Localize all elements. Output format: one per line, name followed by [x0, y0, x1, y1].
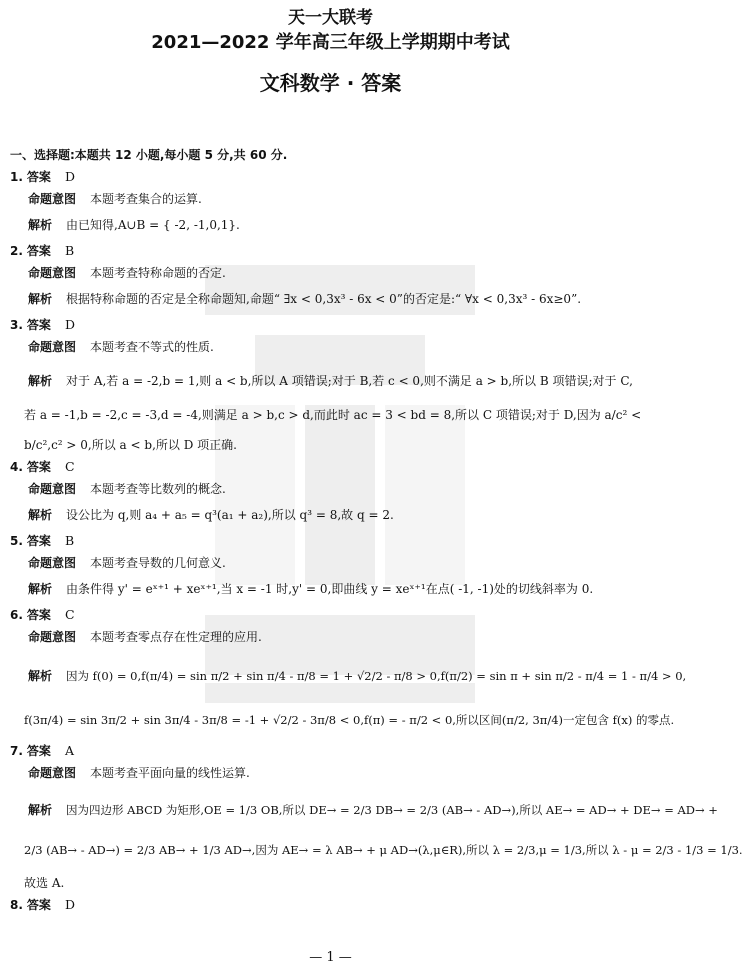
question-7-answer	[10, 742, 653, 764]
intent-text: 本题考查导数的几何意义.	[90, 556, 226, 570]
answer-value: C	[64, 459, 75, 474]
question-4-intent	[10, 480, 653, 506]
intent-text: 本题考查特称命题的否定.	[90, 266, 226, 280]
analysis-label: 解析	[28, 218, 53, 232]
intent-text: 本题考查等比数列的概念.	[90, 482, 226, 496]
analysis-text: 由已知得,A∪B = { -2, -1,0,1}.	[66, 218, 240, 232]
answer-value: A	[64, 743, 74, 758]
question-3-analysis-cont	[10, 428, 653, 458]
answer-content	[10, 146, 743, 918]
answer-value: D	[64, 897, 75, 912]
answer-label: 答案	[26, 898, 51, 912]
question-number: 8.	[10, 898, 23, 912]
answer-label: 答案	[26, 460, 51, 474]
intent-label: 命题意图	[28, 340, 77, 354]
intent-label: 命题意图	[28, 482, 77, 496]
analysis-text: 对于 A,若 a = -2,b = 1,则 a < b,所以 A 项错误;对于 B,若 c < 0,则不满足 a > b,所以 B 项错误;对于 C,	[66, 374, 633, 388]
question-1-analysis	[10, 216, 653, 242]
answer-label: 答案	[26, 744, 51, 758]
subject-title: 文科数学 · 答案	[259, 71, 402, 95]
answer-label: 答案	[26, 318, 51, 332]
analysis-label: 解析	[28, 582, 53, 596]
analysis-text: 2/3 (AB→ - AD→) = 2/3 AB→ + 1/3 AD→,因为 AE→ = λ AB→ + μ AD→(λ,μ∈R),所以 λ = 2/3,μ = 1/3,所以 λ - μ = 2/3 - 1/3 = 1/3.	[24, 843, 743, 857]
intent-label: 命题意图	[28, 192, 77, 206]
analysis-text: f(3π/4) = sin 3π/2 + sin 3π/4 - 3π/8 = -1 + √2/2 - 3π/8 < 0,f(π) = - π/2 < 0,所以区间(π/2, 3π/4)一定包含 f(x) 的零点.	[24, 713, 675, 727]
question-number: 1.	[10, 170, 23, 184]
question-number: 3.	[10, 318, 23, 332]
analysis-text: 故选 A.	[24, 876, 65, 890]
intent-label: 命题意图	[28, 630, 77, 644]
analysis-label: 解析	[28, 669, 53, 683]
analysis-text: 若 a = -1,b = -2,c = -3,d = -4,则满足 a > b,c > d,而此时 ac = 3 < bd = 8,所以 C 项错误;对于 D,因为 a/c² <	[24, 408, 642, 422]
question-6-analysis-cont	[10, 698, 675, 742]
page-number: — 1 —	[309, 950, 352, 965]
question-8-answer	[10, 896, 653, 918]
question-6-analysis	[10, 654, 687, 698]
analysis-text: 设公比为 q,则 a₄ + a₅ = q³(a₁ + a₂),所以 q³ = 8,故 q = 2.	[66, 508, 394, 522]
question-number: 2.	[10, 244, 23, 258]
analysis-label: 解析	[28, 508, 53, 522]
exam-organizer: 天一大联考	[288, 8, 373, 28]
answer-label: 答案	[26, 170, 51, 184]
question-3-answer	[10, 316, 653, 338]
answer-value: C	[64, 607, 75, 622]
section-heading: 一、选择题:本题共 12 小题,每小题 5 分,共 60 分.	[10, 148, 288, 162]
question-7-intent	[10, 764, 653, 790]
question-3-analysis	[10, 364, 653, 398]
question-5-intent	[10, 554, 653, 580]
question-7-conclusion	[10, 870, 653, 896]
answer-value: D	[64, 169, 75, 184]
question-5-answer	[10, 532, 653, 554]
answer-value: B	[64, 533, 75, 548]
answer-value: B	[64, 243, 75, 258]
question-3-intent	[10, 338, 653, 364]
answer-label: 答案	[26, 608, 51, 622]
question-4-analysis	[10, 506, 653, 532]
intent-text: 本题考查零点存在性定理的应用.	[90, 630, 262, 644]
intent-label: 命题意图	[28, 766, 77, 780]
question-number: 4.	[10, 460, 23, 474]
exam-title: 2021—2022 学年高三年级上学期期中考试	[151, 32, 510, 53]
question-4-answer	[10, 458, 653, 480]
question-6-intent	[10, 628, 653, 654]
analysis-text: 由条件得 y' = eˣ⁺¹ + xeˣ⁺¹,当 x = -1 时,y' = 0,即曲线 y = xeˣ⁺¹在点( -1, -1)处的切线斜率为 0.	[66, 582, 594, 596]
answer-value: D	[64, 317, 75, 332]
answer-label: 答案	[26, 244, 51, 258]
question-3-analysis-cont	[10, 398, 653, 428]
answer-label: 答案	[26, 534, 51, 548]
analysis-text: 因为 f(0) = 0,f(π/4) = sin π/2 + sin π/4 - π/8 = 1 + √2/2 - π/8 > 0,f(π/2) = sin π + sin π/2 - π/4 = 1 - π/4 > 0,	[66, 669, 687, 683]
analysis-text: b/c²,c² > 0,所以 a < b,所以 D 项正确.	[24, 438, 237, 452]
question-2-intent	[10, 264, 653, 290]
analysis-text: 因为四边形 ABCD 为矩形,OE = 1/3 OB,所以 DE→ = 2/3 DB→ = 2/3 (AB→ - AD→),所以 AE→ = AD→ + DE→ = AD→ +	[66, 803, 718, 817]
analysis-text: 根据特称命题的否定是全称命题知,命题“ ∃x < 0,3x³ - 6x < 0”的否定是:“ ∀x < 0,3x³ - 6x≥0”.	[66, 292, 582, 306]
question-2-answer	[10, 242, 653, 264]
intent-text: 本题考查平面向量的线性运算.	[90, 766, 250, 780]
question-1-intent	[10, 190, 653, 216]
analysis-label: 解析	[28, 292, 53, 306]
question-7-analysis-cont	[10, 830, 743, 870]
page-header	[0, 6, 661, 98]
question-number: 6.	[10, 608, 23, 622]
analysis-label: 解析	[28, 803, 53, 817]
question-1-answer	[10, 168, 653, 190]
intent-text: 本题考查不等式的性质.	[90, 340, 214, 354]
question-6-answer	[10, 606, 653, 628]
question-number: 7.	[10, 744, 23, 758]
question-7-analysis	[10, 790, 718, 830]
intent-text: 本题考查集合的运算.	[90, 192, 202, 206]
question-number: 5.	[10, 534, 23, 548]
analysis-label: 解析	[28, 374, 53, 388]
question-2-analysis	[10, 290, 653, 316]
question-5-analysis	[10, 580, 653, 606]
intent-label: 命题意图	[28, 266, 77, 280]
intent-label: 命题意图	[28, 556, 77, 570]
